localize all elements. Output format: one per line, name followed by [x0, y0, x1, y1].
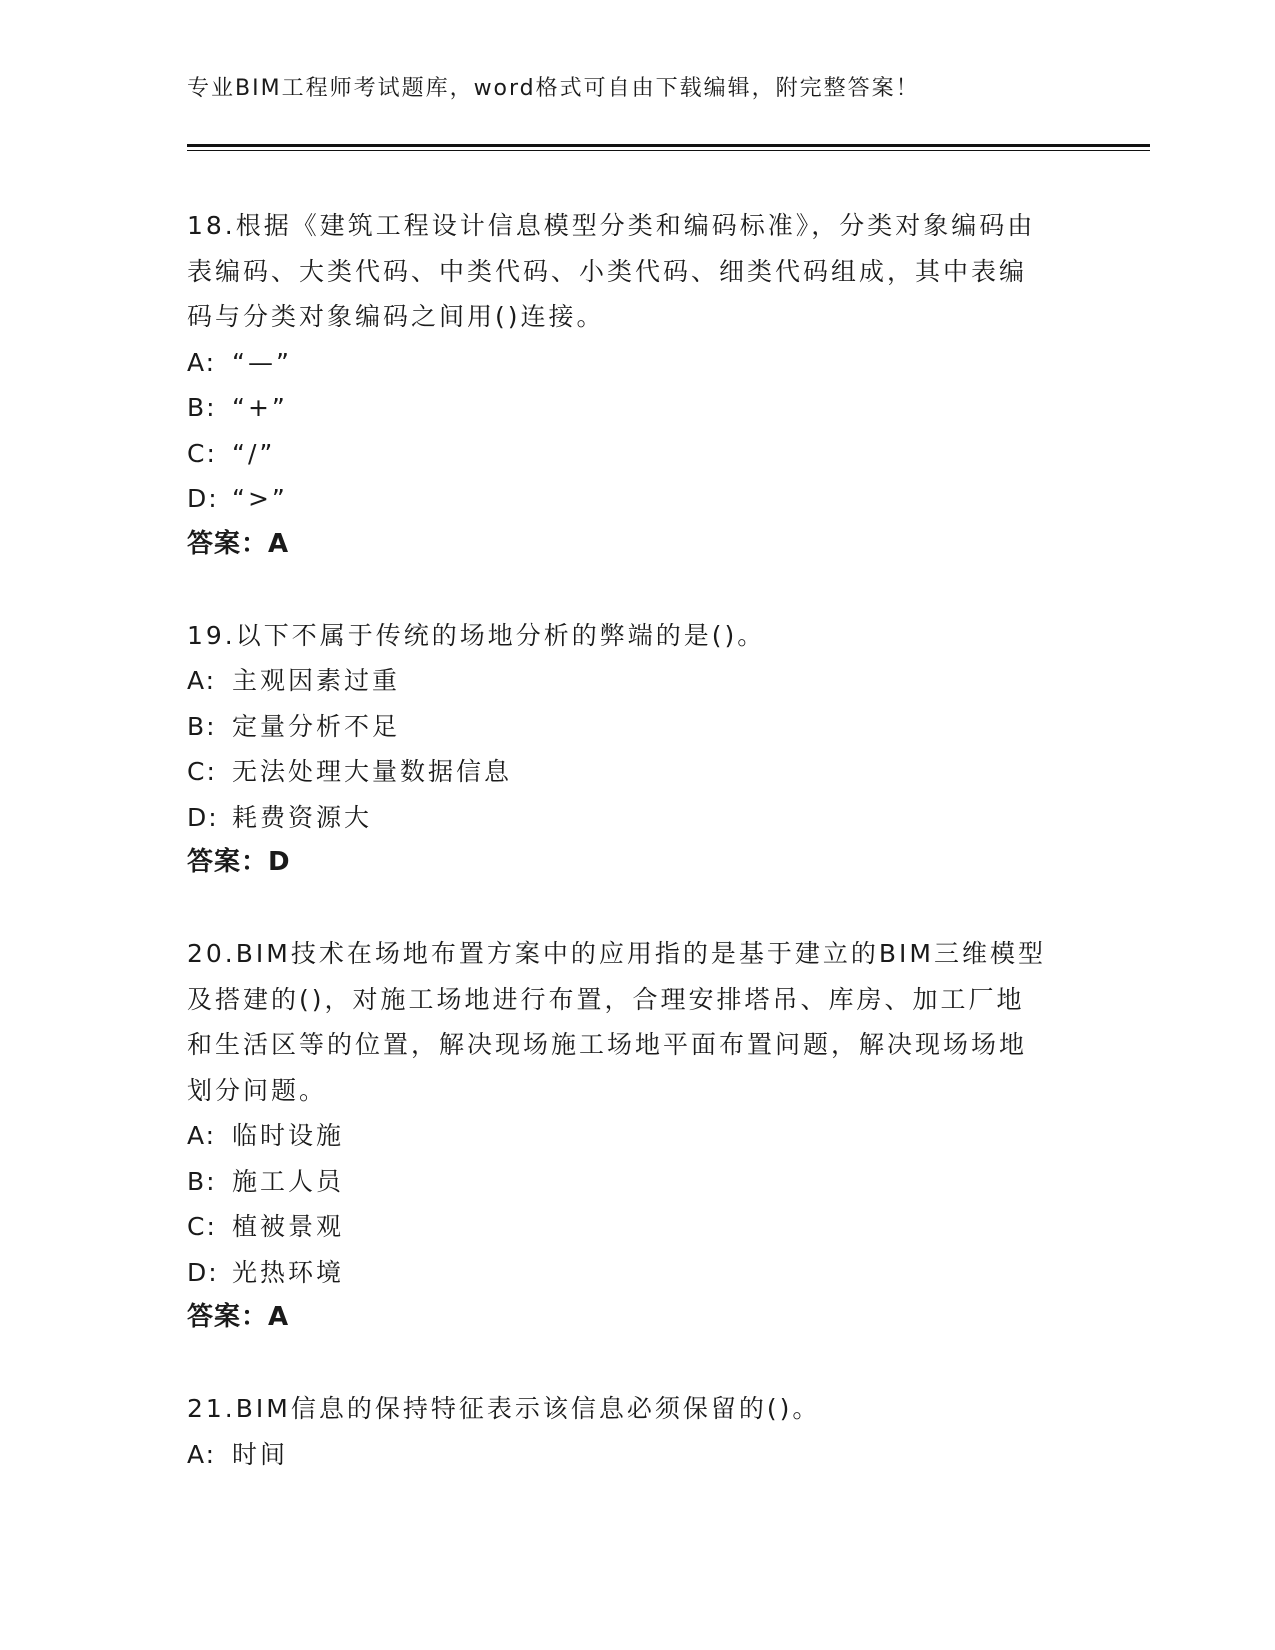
option-c — [187, 1204, 1087, 1250]
option-c — [187, 749, 1087, 795]
option-b — [187, 704, 1087, 750]
option-b — [187, 385, 1087, 431]
option-label: C: — [187, 438, 217, 468]
option-d — [187, 1250, 1087, 1296]
option-text: 耗费资源大 — [232, 802, 373, 832]
header-rule-thick — [187, 144, 1150, 147]
option-label: C: — [187, 1212, 217, 1241]
question-text-line: 19.以下不属于传统的场地分析的弊端的是()。 — [187, 620, 766, 650]
question-text-line: 21.BIM信息的保持特征表示该信息必须保留的()。 — [187, 1394, 821, 1423]
option-text: 临时设施 — [232, 1121, 345, 1150]
answer: 答案：A — [187, 528, 290, 559]
question-text-line: 18.根据《建筑工程设计信息模型分类和编码标准》，分类对象编码由 — [187, 211, 1036, 240]
option-text: “—” — [232, 347, 292, 377]
option-text: 主观因素过重 — [232, 666, 401, 695]
question-text-line: 表编码、大类代码、中类代码、小类代码、细类代码组成，其中表编 — [187, 256, 1028, 286]
option-label: D: — [187, 484, 219, 513]
option-text: 时间 — [232, 1439, 289, 1469]
question-21 — [187, 1386, 1087, 1477]
option-d — [187, 795, 1087, 841]
spacer — [187, 1341, 1087, 1387]
question-text-line: 20.BIM技术在场地布置方案中的应用指的是基于建立的BIM三维模型 — [187, 939, 1046, 968]
option-a — [187, 1113, 1087, 1159]
page-header: 专业BIM工程师考试题库，word格式可自由下载编辑，附完整答案！ — [187, 76, 920, 101]
spacer — [187, 886, 1087, 932]
option-label: B: — [187, 711, 217, 741]
question-20 — [187, 931, 1087, 1341]
option-label: D: — [187, 1257, 219, 1287]
option-text: 定量分析不足 — [232, 711, 401, 741]
question-text-line: 及搭建的()，对施工场地进行布置，合理安排塔吊、库房、加工厂地 — [187, 984, 1025, 1014]
question-18 — [187, 203, 1087, 567]
option-d — [187, 476, 1087, 522]
option-label: A: — [187, 1121, 217, 1150]
option-label: A: — [187, 666, 217, 695]
option-label: B: — [187, 1166, 217, 1196]
question-text-line: 和生活区等的位置，解决现场施工场地平面布置问题，解决现场场地 — [187, 1030, 1028, 1059]
answer: 答案：A — [187, 1302, 290, 1332]
option-label: D: — [187, 802, 219, 832]
question-text-line: 划分问题。 — [187, 1075, 328, 1105]
option-text: 施工人员 — [232, 1166, 345, 1196]
option-text: “>” — [232, 484, 288, 513]
option-label: B: — [187, 393, 217, 422]
option-text: “/” — [232, 438, 276, 468]
spacer — [187, 567, 1087, 613]
option-a — [187, 340, 1087, 386]
option-text: 光热环境 — [232, 1257, 345, 1287]
option-label: A: — [187, 347, 217, 377]
option-a — [187, 658, 1087, 704]
answer: 答案：D — [187, 847, 291, 877]
question-text-line: 码与分类对象编码之间用()连接。 — [187, 302, 605, 331]
option-a — [187, 1432, 1087, 1478]
header-rule-thin — [187, 150, 1150, 151]
option-label: C: — [187, 757, 217, 786]
option-text: “+” — [232, 393, 288, 422]
option-text: 植被景观 — [232, 1212, 345, 1241]
question-list — [187, 203, 1087, 1477]
option-label: A: — [187, 1439, 217, 1469]
option-c — [187, 431, 1087, 477]
option-b — [187, 1159, 1087, 1205]
option-text: 无法处理大量数据信息 — [232, 757, 513, 786]
question-19 — [187, 613, 1087, 886]
